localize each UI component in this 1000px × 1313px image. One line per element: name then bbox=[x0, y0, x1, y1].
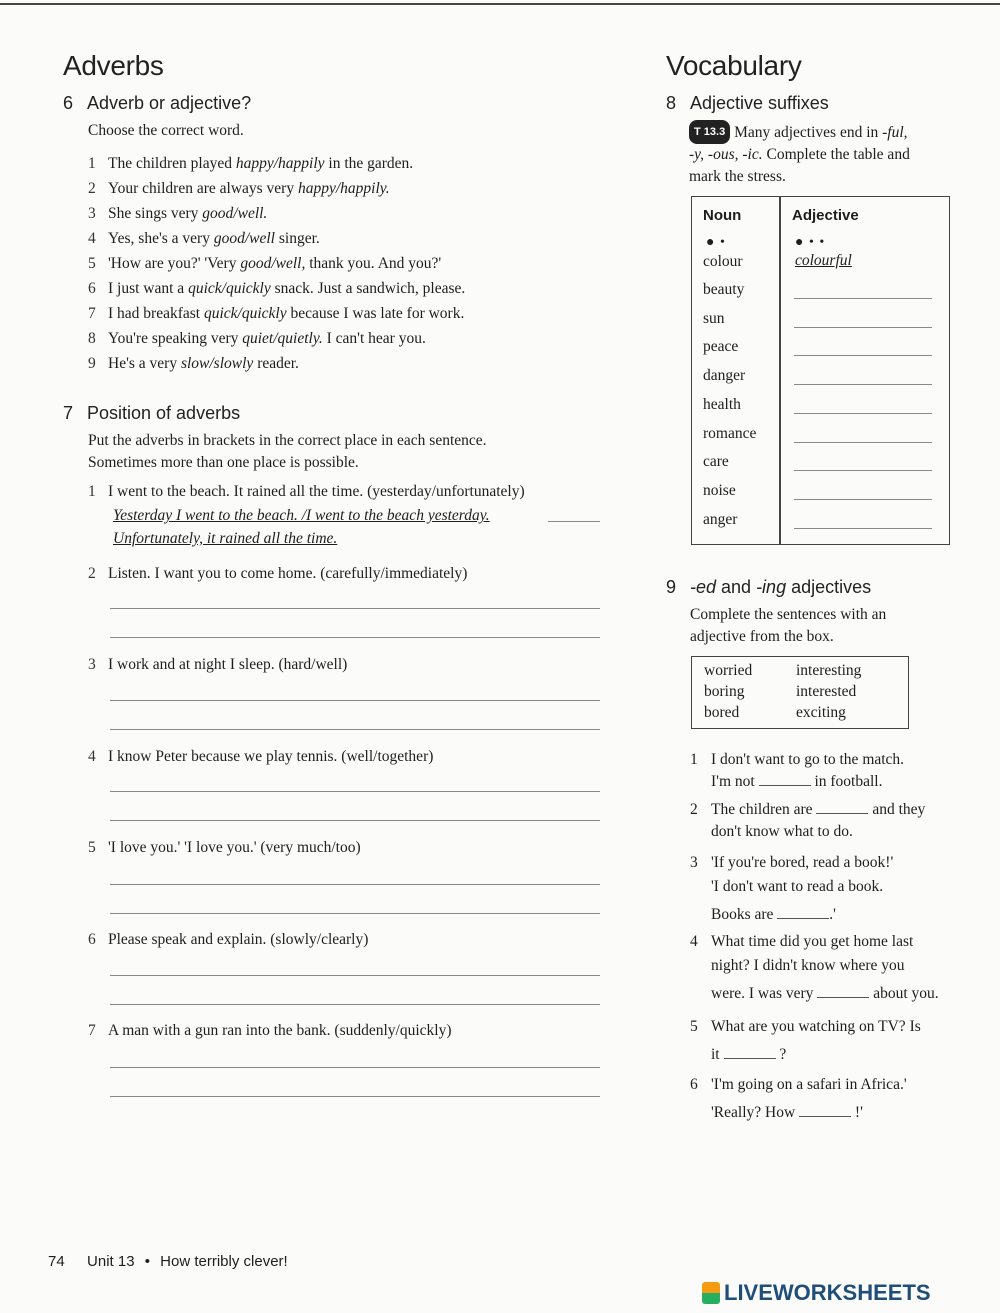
sentence-1: 1 I don't want to go to the match. I'm not in football. bbox=[690, 751, 905, 790]
exercise-7-item: 3 I work and at night I sleep. (hard/well) bbox=[88, 656, 348, 673]
answer-gap[interactable] bbox=[817, 984, 869, 998]
sentence-4: 4 What time did you get home last night? I didn't know where you were. I was very about you. bbox=[690, 933, 939, 1002]
exercise-9-number: 9 bbox=[666, 577, 677, 597]
exercise-8-title: Adjective suffixes bbox=[690, 93, 829, 113]
page-number: 74 bbox=[48, 1253, 65, 1270]
exercise-8-heading bbox=[666, 93, 829, 114]
exercise-6-item: 1 The children played happy/happily in the garden. bbox=[88, 155, 414, 172]
page-footer bbox=[48, 1253, 288, 1270]
answer-line[interactable] bbox=[110, 820, 600, 821]
word-choice[interactable]: good/well. bbox=[202, 205, 268, 222]
exercise-6-item: 5 'How are you?' 'Very good/well, thank you. And you?' bbox=[88, 255, 442, 272]
adjective-answer-blank[interactable] bbox=[794, 298, 932, 299]
table-divider bbox=[779, 197, 781, 544]
adjective-column-header: Adjective bbox=[792, 207, 859, 224]
exercise-7-item: 1 I went to the beach. It rained all the time. (yesterday/unfortunately) bbox=[88, 483, 525, 500]
box-word: exciting bbox=[796, 704, 846, 721]
answer-line[interactable] bbox=[110, 913, 600, 914]
noun-cell: sun bbox=[703, 309, 725, 327]
noun-cell: danger bbox=[703, 367, 746, 385]
word-choice[interactable]: quiet/quietly. bbox=[242, 330, 323, 347]
word-box bbox=[691, 656, 909, 729]
adjective-example: colourful bbox=[795, 252, 852, 269]
noun-cell: peace bbox=[703, 338, 739, 356]
exercise-7-item: 7 A man with a gun ran into the bank. (suddenly/quickly) bbox=[88, 1022, 452, 1039]
exercise-6-heading bbox=[63, 93, 251, 114]
exercise-7-item: 6 Please speak and explain. (slowly/clearly) bbox=[88, 931, 369, 948]
exercise-6-item: 4 Yes, she's a very good/well singer. bbox=[88, 230, 320, 247]
box-column-2 bbox=[796, 660, 861, 723]
adjective-answer-blank[interactable] bbox=[794, 442, 932, 443]
exercise-7-item: 5 'I love you.' 'I love you.' (very much/too) bbox=[88, 839, 361, 856]
adjective-answer-blank[interactable] bbox=[794, 528, 932, 529]
exercise-6-item: 9 He's a very slow/slowly reader. bbox=[88, 355, 299, 372]
liveworksheets-logo[interactable] bbox=[702, 1280, 931, 1306]
audio-track-badge[interactable]: T 13.3 bbox=[689, 120, 730, 144]
sentence-5: 5 What are you watching on TV? Is it ? bbox=[690, 1018, 921, 1063]
adjective-answer-blank[interactable] bbox=[794, 327, 932, 328]
adjective-answer-blank[interactable] bbox=[794, 355, 932, 356]
exercise-8-instruction: T 13.3 Many adjectives end in -ful, -y, -ous, -ic. Complete the table and mark the stress. bbox=[689, 120, 959, 188]
example-answer-line: Unfortunately, it rained all the time. bbox=[113, 530, 338, 547]
sentence-2: 2 The children are and they don't know what to do. bbox=[690, 801, 926, 840]
liveworksheets-logo-icon bbox=[702, 1282, 720, 1304]
exercise-6-item: 6 I just want a quick/quickly snack. Just a sandwich, please. bbox=[88, 280, 466, 297]
word-choice[interactable]: quick/quickly bbox=[188, 280, 271, 297]
adjective-answer-blank[interactable] bbox=[794, 499, 932, 500]
stress-pattern-noun: ● • bbox=[706, 235, 726, 250]
unit-label: Unit 13 bbox=[87, 1253, 135, 1270]
noun-example: colour bbox=[703, 253, 743, 270]
bullet: • bbox=[144, 1253, 150, 1270]
word-choice[interactable]: good/well, bbox=[240, 255, 306, 272]
word-choice[interactable]: happy/happily bbox=[235, 155, 325, 172]
exercise-9-instruction: Complete the sentences with an adjective from the box. bbox=[690, 606, 887, 645]
answer-line[interactable] bbox=[110, 700, 600, 701]
exercise-7-heading bbox=[63, 403, 240, 424]
exercise-7-item: 4 I know Peter because we play tennis. (well/together) bbox=[88, 748, 434, 765]
exercise-6-item: 2 Your children are always very happy/happily. bbox=[88, 180, 390, 197]
instruction-line: Sometimes more than one place is possible. bbox=[88, 454, 359, 471]
answer-line[interactable] bbox=[110, 608, 600, 609]
answer-gap[interactable] bbox=[816, 800, 868, 814]
vocabulary-title: Vocabulary bbox=[666, 50, 802, 81]
answer-gap[interactable] bbox=[759, 772, 811, 786]
answer-line[interactable] bbox=[110, 1067, 600, 1068]
exercise-9-heading: 9 -ed and -ing adjectives bbox=[666, 577, 872, 597]
answer-line[interactable] bbox=[110, 1096, 600, 1097]
box-word: boring bbox=[704, 683, 745, 700]
unit-title: How terribly clever! bbox=[160, 1253, 288, 1270]
exercise-7-instruction bbox=[88, 430, 487, 474]
answer-line[interactable] bbox=[110, 637, 600, 638]
answer-gap[interactable] bbox=[724, 1045, 776, 1059]
answer-gap[interactable] bbox=[799, 1103, 851, 1117]
answer-line[interactable] bbox=[110, 884, 600, 885]
answer-line[interactable] bbox=[110, 791, 600, 792]
answer-line[interactable] bbox=[110, 729, 600, 730]
answer-line[interactable] bbox=[110, 975, 600, 976]
exercise-7-title: Position of adverbs bbox=[87, 403, 241, 423]
exercise-6-number: 6 bbox=[63, 93, 74, 113]
exercise-6-title: Adverb or adjective? bbox=[87, 93, 252, 113]
top-rule bbox=[0, 3, 1000, 5]
exercise-6-item: 8 You're speaking very quiet/quietly. I can't hear you. bbox=[88, 330, 426, 347]
stress-pattern-adjective: ● • • bbox=[795, 235, 826, 250]
exercise-6-item: 3 She sings very good/well. bbox=[88, 205, 268, 222]
adverbs-title: Adverbs bbox=[63, 50, 164, 81]
box-word: interesting bbox=[796, 662, 862, 679]
noun-cell: health bbox=[703, 395, 741, 413]
box-column-1 bbox=[704, 660, 752, 723]
noun-cell: romance bbox=[703, 424, 757, 442]
exercise-8-number: 8 bbox=[666, 93, 677, 113]
word-choice[interactable]: good/well bbox=[213, 230, 275, 247]
word-choice[interactable]: quick/quickly bbox=[203, 305, 287, 322]
answer-line[interactable] bbox=[110, 1004, 600, 1005]
sentence-6: 6 'I'm going on a safari in Africa.' 'Really? How !' bbox=[690, 1076, 907, 1121]
noun-cell: noise bbox=[703, 481, 736, 499]
noun-cell: care bbox=[703, 453, 729, 471]
sentence-3: 3 'If you're bored, read a book!' 'I don't want to read a book. Books are .' bbox=[690, 854, 894, 923]
noun-column-header: Noun bbox=[703, 207, 742, 224]
adjective-answer-blank[interactable] bbox=[794, 384, 932, 385]
example-answer-line: Yesterday I went to the beach. /I went to the beach yesterday. bbox=[113, 507, 490, 524]
exercise-6-item: 7 I had breakfast quick/quickly because I was late for work. bbox=[88, 305, 465, 322]
noun-cell: anger bbox=[703, 510, 738, 528]
word-choice[interactable]: slow/slowly bbox=[180, 355, 254, 372]
exercise-7-item: 2 Listen. I want you to come home. (carefully/immediately) bbox=[88, 565, 468, 582]
answer-line bbox=[548, 521, 600, 522]
exercise-6-instruction: Choose the correct word. bbox=[88, 122, 244, 139]
box-word: bored bbox=[704, 704, 740, 721]
exercise-6-list bbox=[88, 151, 465, 376]
answer-gap[interactable] bbox=[777, 905, 829, 919]
adjective-answer-blank[interactable] bbox=[794, 413, 932, 414]
liveworksheets-brand-text: LIVEWORKSHEETS bbox=[724, 1280, 931, 1305]
box-word: worried bbox=[704, 662, 753, 679]
noun-cell: beauty bbox=[703, 281, 745, 298]
exercise-7-number: 7 bbox=[63, 403, 74, 423]
adjective-answer-blank[interactable] bbox=[794, 470, 932, 471]
instruction-line: Put the adverbs in brackets in the correct place in each sentence. bbox=[88, 432, 487, 449]
box-word: interested bbox=[796, 683, 857, 700]
word-choice[interactable]: happy/happily. bbox=[297, 180, 390, 197]
